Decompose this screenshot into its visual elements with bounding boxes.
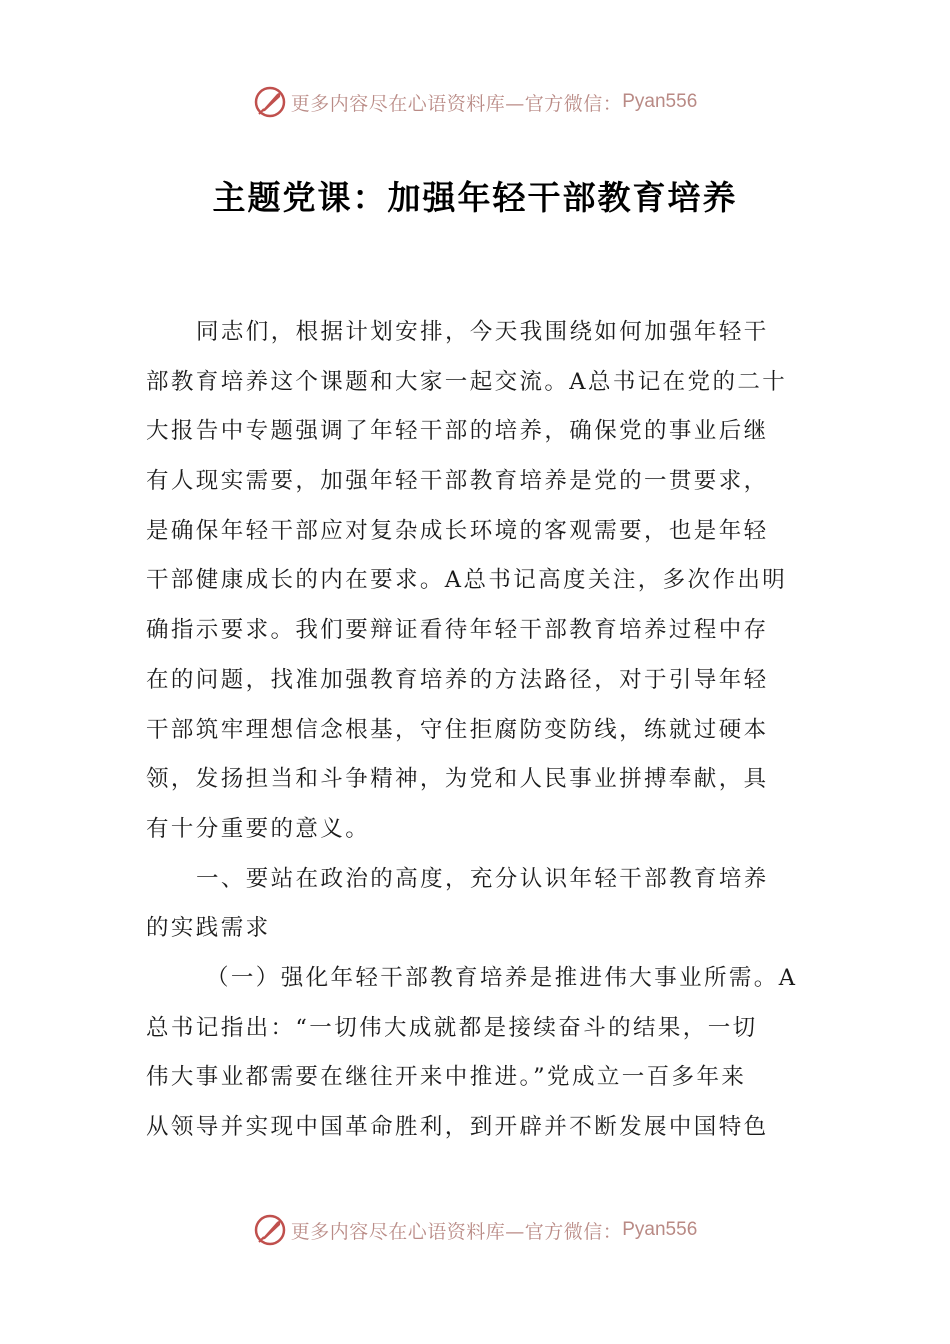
document-body xyxy=(146,308,806,1153)
text-line: 在的问题，找准加强教育培养的方法路径，对于引导年轻 xyxy=(146,666,769,693)
text-line: 干部筑牢理想信念根基，守住拒腐防变防线，练就过硬本 xyxy=(146,716,769,743)
text-line: 确指示要求。我们要辩证看待年轻干部教育培养过程中存 xyxy=(146,617,769,644)
watermark-text: 更多内容尽在心语资料库—官方微信： xyxy=(290,1220,623,1243)
text-line: 领，发扬担当和斗争精神，为党和人民事业拼搏奉献，具 xyxy=(146,766,769,793)
watermark-text: 更多内容尽在心语资料库—官方微信： xyxy=(290,92,623,115)
text-line: 伟大事业都需要在继往开来中推进。”党成立一百多年来 xyxy=(146,1064,747,1091)
text-line: 的实践需求 xyxy=(146,915,271,942)
text-line: 是确保年轻干部应对复杂成长环境的客观需要，也是年轻 xyxy=(146,517,769,544)
quill-logo-icon xyxy=(253,1213,287,1247)
paragraph xyxy=(146,308,806,855)
text-line: 总书记指出：“一切伟大成就都是接续奋斗的结果，一切 xyxy=(146,1014,758,1041)
text-line: （一）强化年轻干部教育培养是推进伟大事业所需。A xyxy=(206,964,798,991)
text-line: 一、要站在政治的高度，充分认识年轻干部教育培养 xyxy=(196,865,769,892)
text-line: 有人现实需要，加强年轻干部教育培养是党的一贯要求， xyxy=(146,468,769,495)
quill-logo-icon xyxy=(253,85,287,119)
text-line: 部教育培养这个课题和大家一起交流。A总书记在党的二十 xyxy=(146,368,788,395)
watermark-id: Pyan556 xyxy=(622,1219,698,1240)
document-title: 主题党课：加强年轻干部教育培养 xyxy=(212,178,738,217)
watermark-footer xyxy=(0,1210,950,1250)
watermark-header xyxy=(0,82,950,122)
text-line: 同志们，根据计划安排，今天我围绕如何加强年轻干 xyxy=(196,319,769,345)
text-line: 有十分重要的意义。 xyxy=(146,815,371,842)
text-line: 从领导并实现中国革命胜利，到开辟并不断发展中国特色 xyxy=(146,1114,769,1140)
text-line: 大报告中专题强调了年轻干部的培养，确保党的事业后继 xyxy=(146,418,769,445)
watermark-id: Pyan556 xyxy=(622,91,698,112)
text-line: 干部健康成长的内在要求。A总书记高度关注，多次作出明 xyxy=(146,567,788,594)
paragraph xyxy=(146,954,806,1153)
paragraph xyxy=(146,855,806,954)
